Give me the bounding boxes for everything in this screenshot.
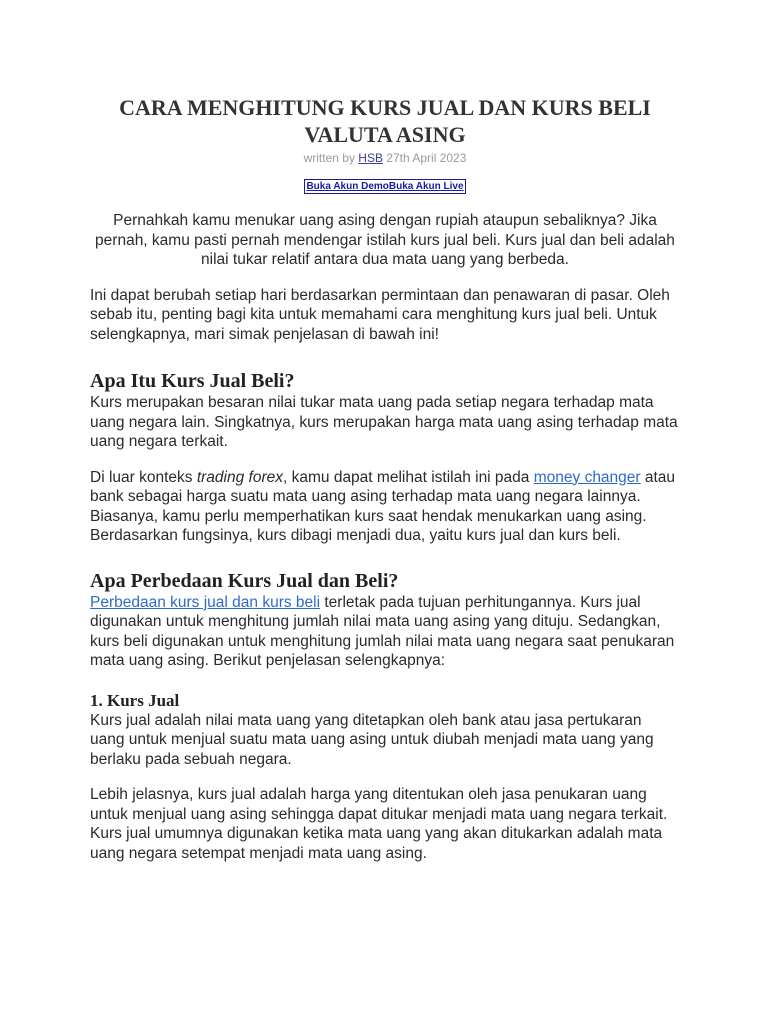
author-link[interactable]: HSB bbox=[358, 151, 383, 165]
paragraph: Lebih jelasnya, kurs jual adalah harga yang ditentukan oleh jasa penukaran uang untuk menjual uang asing sehingga dapat ditukar menjadi mata uang negara terkait. Kurs jual umumnya digunakan ketika mata uang yang akan ditukarkan adalah mata uang negara setempat menjadi mata uang asing. bbox=[90, 786, 668, 862]
byline bbox=[90, 150, 680, 166]
italic-term: trading forex bbox=[196, 468, 283, 486]
text-span: atau bank sebagai harga suatu mata uang asing terhadap mata uang negara lainnya. Biasanya, kamu perlu memperhatikan kurs saat hendak menukarkan uang asing. bbox=[90, 468, 676, 525]
article bbox=[90, 94, 680, 863]
paragraph bbox=[90, 593, 680, 671]
open-live-account-link[interactable]: Buka Akun Live bbox=[388, 181, 464, 192]
subsection-heading-kurs-jual: 1. Kurs Jual bbox=[90, 690, 180, 710]
intro-paragraph: Pernahkah kamu menukar uang asing dengan rupiah ataupun sebaliknya? Jika pernah, kamu pasti pernah mendengar istilah kurs jual beli. Kurs jual dan beli adalah nilai tukar relatif antara dua mata uang yang berbeda. bbox=[95, 212, 675, 268]
difference-link[interactable]: Perbedaan kurs jual dan kurs beli bbox=[90, 593, 321, 611]
money-changer-link[interactable]: money changer bbox=[533, 468, 641, 486]
paragraph: Ini dapat berubah setiap hari berdasarkan permintaan dan penawaran di pasar. Oleh sebab itu, penting bagi kita untuk memahami cara menghitung kurs jual beli. Untuk selengkapnya, mari simak penjelasan di bawah ini! bbox=[90, 286, 670, 343]
paragraph: Kurs jual adalah nilai mata uang yang ditetapkan oleh bank atau jasa pertukaran uang untuk menjual suatu mata uang asing untuk diubah menjadi mata uang yang berlaku pada sebuah negara. bbox=[90, 711, 654, 768]
open-demo-account-link[interactable]: Buka Akun Demo bbox=[306, 181, 389, 192]
article-title: CARA MENGHITUNG KURS JUAL DAN KURS BELI VALUTA ASING bbox=[119, 95, 651, 147]
section-heading-difference: Apa Perbedaan Kurs Jual dan Beli? bbox=[90, 569, 399, 592]
text-span: terletak pada tujuan perhitungannya. Kurs jual digunakan untuk menghitung jumlah nilai mata uang asing yang dituju. Sedangkan, kurs beli digunakan untuk menghitung jumlah nilai mata uang negara saat penukaran mata uang asing. Berikut penjelasan selengkapnya: bbox=[90, 593, 675, 669]
publish-date: 27th April 2023 bbox=[386, 151, 467, 165]
text-span: Di luar konteks bbox=[90, 468, 197, 486]
text-span: Berdasarkan fungsinya, kurs dibagi menjadi dua, yaitu kurs jual dan kurs beli. bbox=[90, 527, 621, 544]
cta-row bbox=[90, 178, 680, 194]
paragraph bbox=[90, 468, 680, 546]
paragraph: Kurs merupakan besaran nilai tukar mata uang pada setiap negara terhadap mata uang negara lain. Singkatnya, kurs merupakan harga mata uang asing terhadap mata uang negara terkait. bbox=[90, 394, 678, 450]
cta-box bbox=[304, 179, 465, 194]
byline-prefix: written by bbox=[303, 151, 355, 165]
section-heading-what-is-kurs: Apa Itu Kurs Jual Beli? bbox=[90, 370, 295, 392]
text-span: , kamu dapat melihat istilah ini pada bbox=[283, 468, 534, 486]
